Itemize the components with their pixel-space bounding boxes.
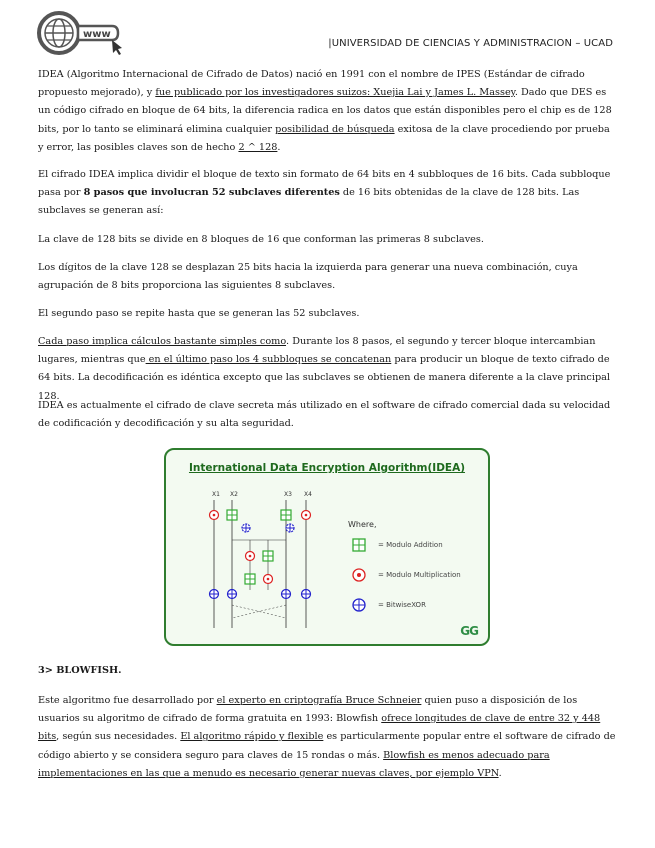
- repeat-paragraph: El segundo paso se repite hasta que se generan las 52 subclaves.: [38, 308, 360, 319]
- blowfish-link-vpn[interactable]: Blowfish es menos adecuado para implementaciones en las que a menudo es necesario generar nuevas claves, por ejemplo VPN: [38, 749, 550, 779]
- blowfish-link-fast-flexible[interactable]: El algoritmo rápido y flexible: [180, 731, 324, 743]
- legend-where: Where,: [348, 520, 377, 529]
- intro-link-search[interactable]: posibilidad de búsqueda: [275, 123, 395, 135]
- geeksforgeeks-logo: GG: [460, 624, 478, 638]
- blowfish-link-schneier[interactable]: el experto en criptografía Bruce Schneier: [216, 695, 422, 706]
- usage-paragraph: IDEA es actualmente el cifrado de clave secreta más utilizado en el software de cifrado comercial dada su velocidad de codificación y decodificación y su alta seguridad.: [38, 400, 611, 430]
- blowfish-paragraph: Este algoritmo fue desarrollado por el experto en criptografía Bruce Schneier quien puso a disposición de los usuarios su algoritmo de cifrado de forma gratuita en 1993: Blowfish ofrece longitudes de clave de entre 32 y 448 bits, según sus necesidades. El algoritmo rápido y flexible es particularmente popular entre el software de cifrado de código abierto y se considera seguro para claves de 15 rondas o más. Blowfish es menos adecuado para implementaciones en las que a menudo es necesario generar nuevas claves, por ejemplo VPN.: [38, 695, 616, 779]
- key-split-paragraph: La clave de 128 bits se divide en 8 bloques de 16 que conforman las primeras 8 subclaves.: [38, 234, 484, 245]
- key-shift-paragraph: Los dígitos de la clave 128 se desplazan 25 bits hacia la izquierda para generar una nueva combinación, cuya agrupación de 8 bits proporciona las siguientes 8 subclaves.: [38, 262, 578, 292]
- blowfish-section-title: 3> BLOWFISH.: [38, 665, 122, 676]
- institution-header: |UNIVERSIDAD DE CIENCIAS Y ADMINISTRACION – UCAD: [328, 38, 613, 49]
- steps-paragraph: Cada paso implica cálculos bastante simples como. Durante los 8 pasos, el segundo y tercer bloque intercambian lugares, mientras que en el último paso los 4 subbloques se concatenan para producir un bloque de texto cifrado de 64 bits. La decodificación es idéntica excepto que las subclaves se obtienen de manera diferente a la clave principal 128.: [38, 336, 611, 402]
- legend-multiplication-label: = Modulo Multiplication: [378, 571, 461, 579]
- input-x1-label: X1: [212, 491, 220, 498]
- legend-xor-label: = BitwiseXOR: [378, 601, 426, 609]
- legend-addition-label: = Modulo Addition: [378, 541, 443, 549]
- intro-link-authors[interactable]: fue publicado por los investigadores suizos: Xuejia Lai y James L. Massey: [155, 87, 515, 99]
- steps-link-concatenate[interactable]: en el último paso los 4 subbloques se concatenan: [145, 354, 392, 366]
- input-x2-label: X2: [230, 491, 238, 498]
- blowfish-link-key-lengths[interactable]: ofrece longitudes de clave de entre 32 y 448 bits: [38, 713, 601, 743]
- subkeys-paragraph: El cifrado IDEA implica dividir el bloque de texto sin formato de 64 bits en 4 subbloques de 16 bits. Cada subbloque pasa por 8 pasos que involucran 52 subclaves diferentes de 16 bits obtenidas de la clave de 128 bits. Las subclaves se generan así:: [38, 169, 611, 217]
- svg-text:www: www: [83, 29, 111, 40]
- idea-diagram: [164, 448, 490, 646]
- diagram-title: International Data Encryption Algorithm(IDEA): [188, 462, 466, 474]
- input-x3-label: X3: [284, 491, 292, 498]
- input-x4-label: X4: [304, 491, 312, 498]
- intro-link-keys[interactable]: 2 ^ 128: [238, 141, 278, 153]
- steps-link-calculations[interactable]: Cada paso implica cálculos bastante simples como: [38, 336, 287, 347]
- intro-paragraph: IDEA (Algoritmo Internacional de Cifrado de Datos) nació en 1991 con el nombre de IPES (Estándar de cifrado propuesto mejorado), y fue publicado por los investigadores suizos: Xuejia Lai y James L. Massey. Dado que DES es un código cifrado en bloque de 64 bits, la diferencia radica en los datos que están disponibles pero el chip es de 128 bits, por lo tanto se eliminará elimina cualquier posibilidad de búsqueda exitosa de la clave procediendo por prueba y error, las posibles claves son de hecho 2 ^ 128.: [38, 69, 612, 153]
- globe-www-icon: [34, 8, 124, 58]
- logo: [34, 8, 124, 58]
